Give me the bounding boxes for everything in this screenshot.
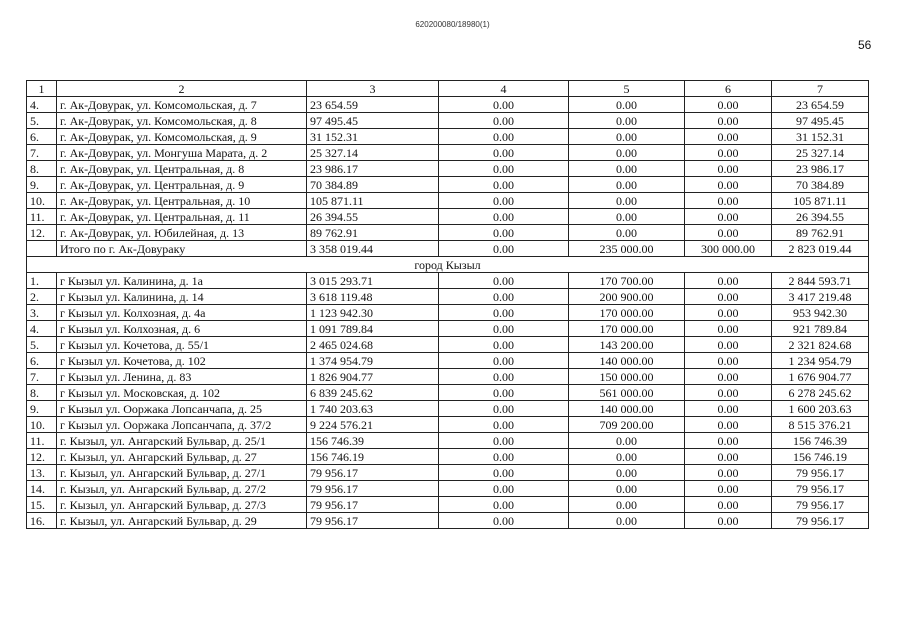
table-cell: 79 956.17: [307, 465, 439, 481]
table-row: [27, 225, 869, 241]
header-cell: 1: [27, 81, 57, 97]
table-cell: 26 394.55: [307, 209, 439, 225]
table-cell: 170 000.00: [569, 305, 685, 321]
table-cell: 25 327.14: [307, 145, 439, 161]
table-cell: 0.00: [439, 385, 569, 401]
table-cell: 3 015 293.71: [307, 273, 439, 289]
table-cell: г. Кызыл, ул. Ангарский Бульвар, д. 27/3: [57, 497, 307, 513]
table-cell: 143 200.00: [569, 337, 685, 353]
table-cell: 0.00: [685, 401, 772, 417]
table-cell: 79 956.17: [772, 481, 869, 497]
table-cell: 16.: [27, 513, 57, 529]
table-cell: 300 000.00: [685, 241, 772, 257]
table-cell: Итого по г. Ак-Довураку: [57, 241, 307, 257]
table-row: [27, 449, 869, 465]
table-cell: 14.: [27, 481, 57, 497]
table-cell: 6 278 245.62: [772, 385, 869, 401]
table-cell: 0.00: [439, 337, 569, 353]
table-cell: 70 384.89: [307, 177, 439, 193]
table-cell: 11.: [27, 433, 57, 449]
table-cell: 0.00: [439, 417, 569, 433]
table-cell: 11.: [27, 209, 57, 225]
table-cell: г. Ак-Довурак, ул. Комсомольская, д. 9: [57, 129, 307, 145]
table-cell: 0.00: [685, 305, 772, 321]
table-cell: 8.: [27, 385, 57, 401]
total-row: [27, 241, 869, 257]
table-row: [27, 113, 869, 129]
table-cell: 0.00: [439, 289, 569, 305]
table-row: [27, 369, 869, 385]
table-cell: 97 495.45: [772, 113, 869, 129]
table-cell: 0.00: [439, 369, 569, 385]
table-cell: 3.: [27, 305, 57, 321]
table-cell: 150 000.00: [569, 369, 685, 385]
table-cell: 25 327.14: [772, 145, 869, 161]
table-cell: г. Ак-Довурак, ул. Монгуша Марата, д. 2: [57, 145, 307, 161]
table-cell: 79 956.17: [772, 465, 869, 481]
table-cell: 0.00: [685, 97, 772, 113]
table-row: [27, 401, 869, 417]
table-cell: 0.00: [439, 225, 569, 241]
table-row: [27, 433, 869, 449]
table-cell: 13.: [27, 465, 57, 481]
table-cell: 23 986.17: [772, 161, 869, 177]
table-cell: 0.00: [569, 161, 685, 177]
table-row: [27, 353, 869, 369]
page-number: 56: [858, 38, 872, 52]
table-cell: 10.: [27, 193, 57, 209]
table-row: [27, 513, 869, 529]
table-cell: 0.00: [439, 145, 569, 161]
table-cell: г. Кызыл, ул. Ангарский Бульвар, д. 27/1: [57, 465, 307, 481]
table-cell: 6.: [27, 353, 57, 369]
table-cell: 31 152.31: [772, 129, 869, 145]
table-cell: 0.00: [569, 465, 685, 481]
table-cell: 170 000.00: [569, 321, 685, 337]
table-row: [27, 129, 869, 145]
table-cell: 0.00: [439, 209, 569, 225]
table-cell: 6 839 245.62: [307, 385, 439, 401]
table-cell: 0.00: [569, 497, 685, 513]
table-cell: г. Кызыл, ул. Ангарский Бульвар, д. 25/1: [57, 433, 307, 449]
table-cell: 1.: [27, 273, 57, 289]
table-cell: 709 200.00: [569, 417, 685, 433]
header-row: [27, 81, 869, 97]
table-cell: 105 871.11: [772, 193, 869, 209]
table-cell: 0.00: [569, 129, 685, 145]
table-cell: 0.00: [439, 113, 569, 129]
table-row: [27, 321, 869, 337]
table-cell: 0.00: [569, 145, 685, 161]
table-row: [27, 97, 869, 113]
table-cell: г Кызыл ул. Московская, д. 102: [57, 385, 307, 401]
table-row: [27, 385, 869, 401]
table-cell: 0.00: [439, 449, 569, 465]
table-cell: 2 823 019.44: [772, 241, 869, 257]
table-cell: 0.00: [685, 417, 772, 433]
table-cell: 9.: [27, 401, 57, 417]
table-cell: г. Ак-Довурак, ул. Юбилейная, д. 13: [57, 225, 307, 241]
table-cell: 7.: [27, 369, 57, 385]
table-cell: 0.00: [439, 401, 569, 417]
table-cell: 0.00: [439, 177, 569, 193]
table-cell: 26 394.55: [772, 209, 869, 225]
table-cell: г. Ак-Довурак, ул. Центральная, д. 11: [57, 209, 307, 225]
table-cell: 0.00: [685, 513, 772, 529]
table-cell: 9.: [27, 177, 57, 193]
table-cell: 0.00: [439, 497, 569, 513]
table-cell: 0.00: [685, 353, 772, 369]
table-cell: 140 000.00: [569, 401, 685, 417]
table-cell: г. Ак-Довурак, ул. Комсомольская, д. 8: [57, 113, 307, 129]
table-cell: г Кызыл ул. Колхозная, д. 4а: [57, 305, 307, 321]
table-cell: 0.00: [685, 225, 772, 241]
table-cell: г Кызыл ул. Калинина, д. 1а: [57, 273, 307, 289]
table-cell: 10.: [27, 417, 57, 433]
table-cell: 0.00: [685, 177, 772, 193]
table-cell: 3 417 219.48: [772, 289, 869, 305]
table-cell: 0.00: [569, 193, 685, 209]
table-cell: 0.00: [439, 97, 569, 113]
table-cell: 0.00: [569, 97, 685, 113]
table-cell: 0.00: [685, 113, 772, 129]
table-cell: 4.: [27, 321, 57, 337]
table-cell: 6.: [27, 129, 57, 145]
header-cell: 4: [439, 81, 569, 97]
table-row: [27, 465, 869, 481]
header-cell: 6: [685, 81, 772, 97]
table-cell: 156 746.19: [772, 449, 869, 465]
table-cell: 4.: [27, 97, 57, 113]
table-cell: 0.00: [439, 161, 569, 177]
table-cell: 0.00: [439, 273, 569, 289]
table-cell: 3 618 119.48: [307, 289, 439, 305]
table-row: [27, 481, 869, 497]
table-cell: 156 746.39: [772, 433, 869, 449]
table-row: [27, 417, 869, 433]
table-cell: 200 900.00: [569, 289, 685, 305]
table-cell: 0.00: [569, 481, 685, 497]
table-cell: 8 515 376.21: [772, 417, 869, 433]
table-cell: 0.00: [685, 145, 772, 161]
table-cell: 0.00: [685, 369, 772, 385]
table-cell: 1 740 203.63: [307, 401, 439, 417]
table-cell: 0.00: [439, 241, 569, 257]
table-cell: 1 234 954.79: [772, 353, 869, 369]
table-cell: 0.00: [439, 129, 569, 145]
table-cell: 0.00: [685, 129, 772, 145]
section-row: [27, 257, 869, 273]
table-cell: 0.00: [685, 289, 772, 305]
document-id: 620200080/18980(1): [415, 20, 490, 29]
header-cell: 7: [772, 81, 869, 97]
table-row: [27, 209, 869, 225]
table-cell: 105 871.11: [307, 193, 439, 209]
table-cell: 0.00: [569, 513, 685, 529]
table-cell: г Кызыл ул. Кочетова, д. 102: [57, 353, 307, 369]
table-cell: 2.: [27, 289, 57, 305]
table-cell: г. Ак-Довурак, ул. Комсомольская, д. 7: [57, 97, 307, 113]
table-cell: 0.00: [685, 497, 772, 513]
table-cell: 0.00: [685, 337, 772, 353]
table-cell: 561 000.00: [569, 385, 685, 401]
table-cell: 0.00: [685, 161, 772, 177]
table-cell: 0.00: [439, 513, 569, 529]
table-cell: 0.00: [685, 273, 772, 289]
table-cell: г Кызыл ул. Ооржака Лопсанчапа, д. 37/2: [57, 417, 307, 433]
table-cell: 70 384.89: [772, 177, 869, 193]
table-cell: 7.: [27, 145, 57, 161]
table-cell: 89 762.91: [307, 225, 439, 241]
table-cell: 1 676 904.77: [772, 369, 869, 385]
table-cell: [27, 241, 57, 257]
header-cell: 2: [57, 81, 307, 97]
table-cell: 3 358 019.44: [307, 241, 439, 257]
table-row: [27, 193, 869, 209]
table-cell: 79 956.17: [307, 481, 439, 497]
table-cell: 12.: [27, 225, 57, 241]
table-cell: г. Кызыл, ул. Ангарский Бульвар, д. 27: [57, 449, 307, 465]
table-cell: г Кызыл ул. Колхозная, д. 6: [57, 321, 307, 337]
table-cell: 79 956.17: [772, 497, 869, 513]
table-cell: 156 746.39: [307, 433, 439, 449]
table-cell: 23 654.59: [307, 97, 439, 113]
table-cell: г. Ак-Довурак, ул. Центральная, д. 8: [57, 161, 307, 177]
table-cell: г. Ак-Довурак, ул. Центральная, д. 9: [57, 177, 307, 193]
table-cell: 2 844 593.71: [772, 273, 869, 289]
table-cell: 235 000.00: [569, 241, 685, 257]
table-cell: 9 224 576.21: [307, 417, 439, 433]
table-cell: 0.00: [685, 385, 772, 401]
table-cell: 0.00: [685, 209, 772, 225]
table-cell: г. Ак-Довурак, ул. Центральная, д. 10: [57, 193, 307, 209]
table-cell: 15.: [27, 497, 57, 513]
table-cell: 8.: [27, 161, 57, 177]
table-row: [27, 305, 869, 321]
table-cell: 31 152.31: [307, 129, 439, 145]
table-cell: г Кызыл ул. Калинина, д. 14: [57, 289, 307, 305]
table-cell: 0.00: [569, 449, 685, 465]
table-cell: 0.00: [439, 353, 569, 369]
table-cell: 170 700.00: [569, 273, 685, 289]
table-cell: 97 495.45: [307, 113, 439, 129]
table-cell: 2 465 024.68: [307, 337, 439, 353]
table-row: [27, 337, 869, 353]
table-cell: г. Кызыл, ул. Ангарский Бульвар, д. 29: [57, 513, 307, 529]
header-cell: 5: [569, 81, 685, 97]
table-cell: 0.00: [439, 193, 569, 209]
table-cell: г Кызыл ул. Кочетова, д. 55/1: [57, 337, 307, 353]
table-cell: 79 956.17: [307, 513, 439, 529]
table-cell: 79 956.17: [772, 513, 869, 529]
table-cell: 1 600 203.63: [772, 401, 869, 417]
table-cell: 0.00: [439, 433, 569, 449]
table-cell: 0.00: [685, 449, 772, 465]
table-cell: 2 321 824.68: [772, 337, 869, 353]
table-cell: 89 762.91: [772, 225, 869, 241]
table-row: [27, 289, 869, 305]
table-cell: 0.00: [569, 433, 685, 449]
table-cell: 23 654.59: [772, 97, 869, 113]
section-title: город Кызыл: [27, 257, 869, 273]
table-cell: 0.00: [569, 177, 685, 193]
table-cell: 0.00: [569, 113, 685, 129]
table-cell: 140 000.00: [569, 353, 685, 369]
table-cell: 0.00: [685, 465, 772, 481]
data-table: [26, 80, 869, 529]
table-cell: 0.00: [569, 209, 685, 225]
table-row: [27, 177, 869, 193]
table-cell: 0.00: [439, 481, 569, 497]
table-cell: 156 746.19: [307, 449, 439, 465]
table-cell: 5.: [27, 337, 57, 353]
table-cell: г Кызыл ул. Ленина, д. 83: [57, 369, 307, 385]
table-cell: 0.00: [685, 433, 772, 449]
table-cell: 0.00: [439, 465, 569, 481]
table-cell: г. Кызыл, ул. Ангарский Бульвар, д. 27/2: [57, 481, 307, 497]
table-cell: 0.00: [685, 321, 772, 337]
table-cell: 0.00: [685, 193, 772, 209]
table-row: [27, 161, 869, 177]
table-cell: 23 986.17: [307, 161, 439, 177]
table-cell: 1 374 954.79: [307, 353, 439, 369]
table-row: [27, 145, 869, 161]
table-cell: 79 956.17: [307, 497, 439, 513]
table-cell: 1 123 942.30: [307, 305, 439, 321]
table-cell: 1 826 904.77: [307, 369, 439, 385]
table-cell: 5.: [27, 113, 57, 129]
table-row: [27, 497, 869, 513]
table-cell: 0.00: [685, 481, 772, 497]
table-cell: 12.: [27, 449, 57, 465]
table-cell: 953 942.30: [772, 305, 869, 321]
table-row: [27, 273, 869, 289]
table-cell: 0.00: [439, 321, 569, 337]
table-cell: 0.00: [569, 225, 685, 241]
table-cell: г Кызыл ул. Ооржака Лопсанчапа, д. 25: [57, 401, 307, 417]
header-cell: 3: [307, 81, 439, 97]
table-cell: 0.00: [439, 305, 569, 321]
table-cell: 921 789.84: [772, 321, 869, 337]
table-cell: 1 091 789.84: [307, 321, 439, 337]
